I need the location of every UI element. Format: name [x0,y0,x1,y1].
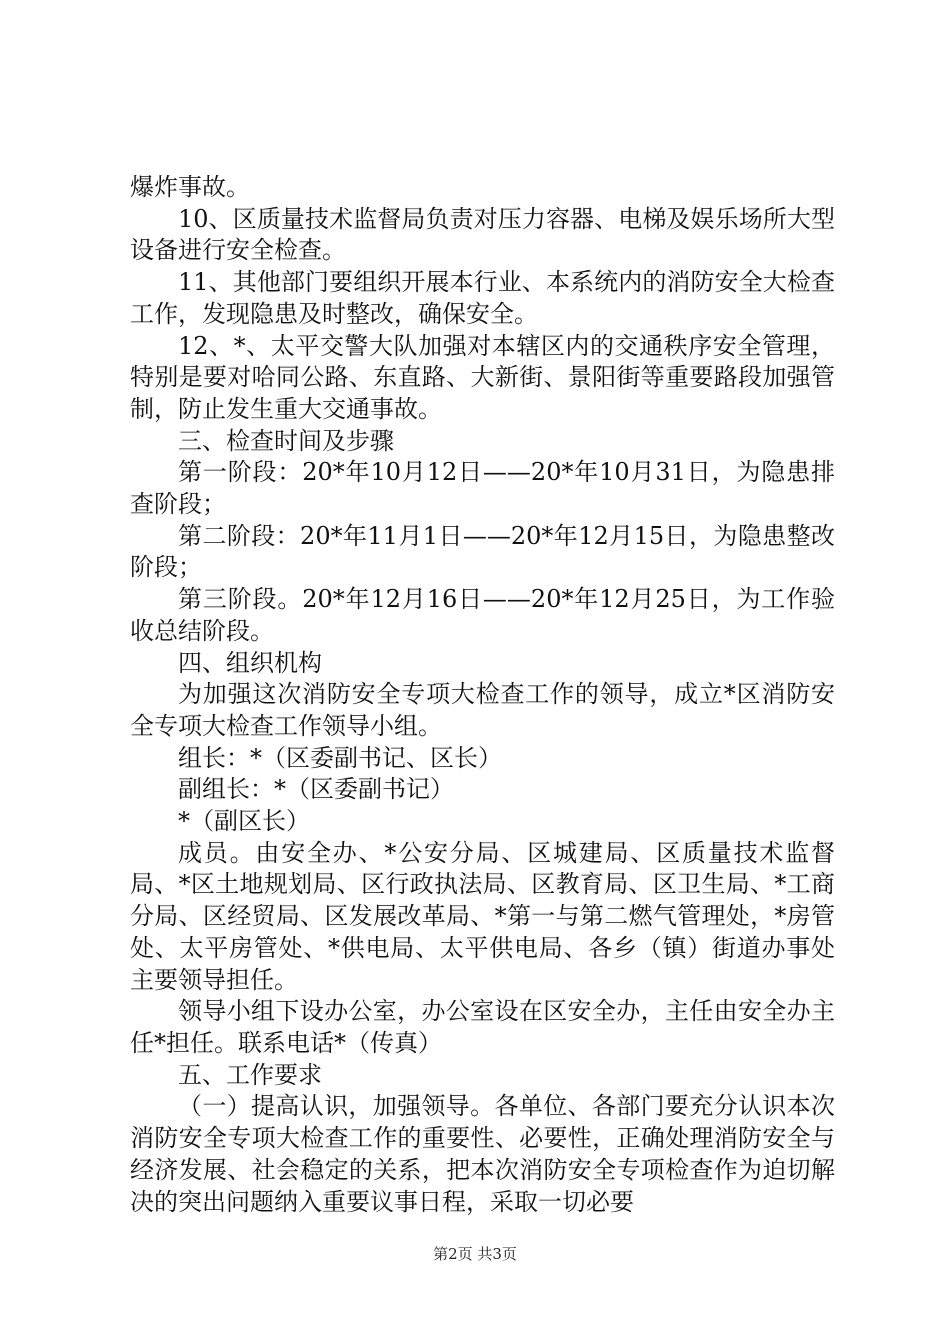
paragraph-3: 11、其他部门要组织开展本行业、本系统内的消防安全大检查工作，发现隐患及时整改，确保安全。 [130,268,835,328]
document-body [130,172,835,1218]
paragraph-deputy-leader-2: *（副区长） [178,807,310,836]
paragraph-1: 爆炸事故。 [130,173,250,201]
paragraph-members: 成员。由安全办、*公安分局、区城建局、区质量技术监督局、*区土地规划局、区行政执法局、区教育局、区卫生局、*工商分局、区经贸局、区发展改革局、*第一与第二燃气管理处，*房管处、太平房管处、*供电局、太平供电局、各乡（镇）街道办事处主要领导担任。 [130,838,835,994]
section-heading-5: 五、工作要求 [178,1060,322,1089]
paragraph-requirement-1: （一）提高认识，加强领导。各单位、各部门要充分认识本次消防安全专项大检查工作的重要性、必要性，正确处理消防安全与经济发展、社会稳定的关系，把本次消防安全专项检查作为迫切解决的突出问题纳入重要议事日程，采取一切必要 [130,1092,835,1216]
paragraph-4: 12、*、太平交警大队加强对本辖区内的交通秩序安全管理，特别是要对哈同公路、东直路、大新街、景阳街等重要路段加强管制，防止发生重大交通事故。 [130,331,835,423]
paragraph-leader: 组长：*（区委副书记、区长） [178,743,502,772]
section-heading-4: 四、组织机构 [178,648,322,677]
section-heading-3: 三、检查时间及步骤 [178,426,394,455]
page-footer: 第2页 共3页 [433,1245,517,1263]
paragraph-deputy-leader: 副组长：*（区委副书记） [178,775,454,804]
paragraph-org-intro: 为加强这次消防安全专项大检查工作的领导，成立*区消防安全专项大检查工作领导小组。 [130,680,835,740]
paragraph-phase-3: 第三阶段。20*年12月16日——20*年12月25日，为工作验收总结阶段。 [130,585,835,645]
paragraph-2: 10、区质量技术监督局负责对压力容器、电梯及娱乐场所大型设备进行安全检查。 [130,204,835,265]
paragraph-phase-2: 第二阶段：20*年11月1日——20*年12月15日，为隐患整改阶段； [130,521,835,582]
paragraph-phase-1: 第一阶段：20*年10月12日——20*年10月31日，为隐患排查阶段； [130,458,835,519]
paragraph-office: 领导小组下设办公室，办公室设在区安全办，主任由安全办主任*担任。联系电话*（传真） [130,997,835,1057]
